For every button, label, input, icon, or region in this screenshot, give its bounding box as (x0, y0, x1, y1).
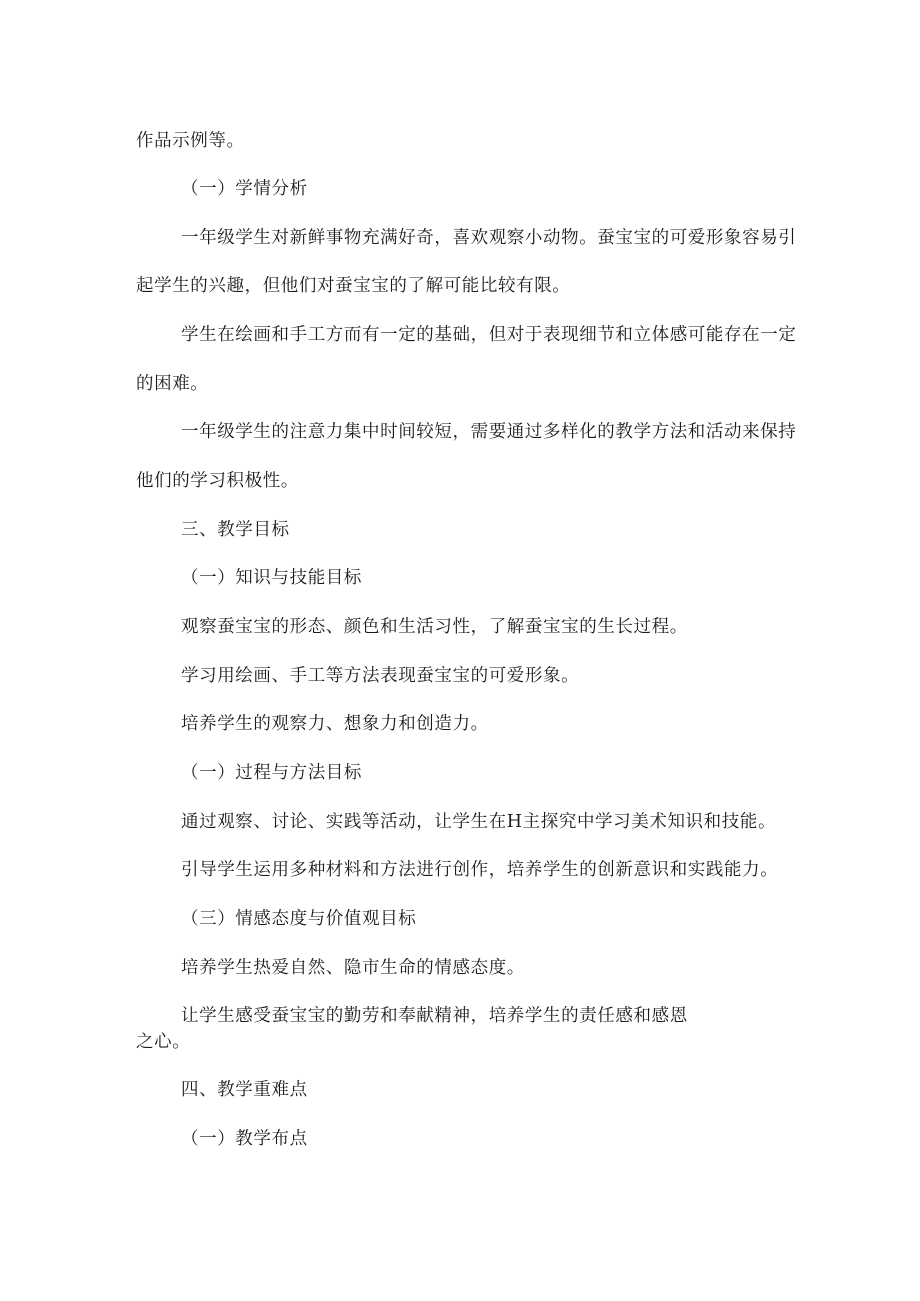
paragraph-line: 通过观察、讨论、实践等活动，让学生在H主探究中学习美术知识和技能。 (181, 812, 777, 832)
paragraph-line: 他们的学习积极性。 (136, 471, 299, 491)
paragraph-line: 学生在绘画和手工方而有一定的基础，但对于表现细节和立体感可能存在一定 (181, 325, 797, 345)
paragraph-line: 培养学生的观察力、想象力和创造力。 (181, 714, 489, 734)
paragraph-line: 培养学生热爱自然、隐市生命的情感态度。 (181, 958, 525, 978)
paragraph-line: 一年级学生对新鲜事物充满好奇，喜欢观察小动物。蚕宝宝的可爱形象容易引 (181, 228, 797, 248)
paragraph-line: 让学生感受蚕宝宝的勤劳和奉献精神，培养学生的责任感和感恩 (181, 1006, 688, 1026)
subheading-emotion-values: （三）情感态度与价值观目标 (181, 909, 417, 929)
subheading-process-methods: （一）过程与方法目标 (181, 763, 362, 783)
paragraph-line: 起学生的兴趣，但他们对蚕宝宝的了解可能比较有限。 (136, 276, 571, 296)
section-heading-key-difficulties: 四、教学重难点 (181, 1080, 308, 1100)
heading-learner-analysis: （一）学情分析 (181, 179, 308, 199)
section-heading-teaching-goals: 三、教学目标 (181, 520, 290, 540)
paragraph-line: 引导学生运用多种材料和方法进行创作，培养学生的创新意识和实践能力。 (181, 860, 779, 880)
subheading-teaching-points: （一）教学布点 (181, 1129, 308, 1149)
text-line-continuation: 作品示例等。 (136, 131, 245, 151)
paragraph-line: 学习用绘画、手工等方法表现蚕宝宝的可爱形象。 (181, 666, 580, 686)
paragraph-line: 的困难。 (136, 374, 209, 394)
paragraph-line: 一年级学生的注意力集中时间较短，需要通过多样化的教学方法和活动来保持 (181, 422, 797, 442)
paragraph-line: 之心。 (136, 1032, 191, 1052)
subheading-knowledge-skills: （一）知识与技能目标 (181, 568, 362, 588)
paragraph-line: 观察蚕宝宝的形态、颜色和生活习性，了解蚕宝宝的生长过程。 (181, 617, 688, 637)
